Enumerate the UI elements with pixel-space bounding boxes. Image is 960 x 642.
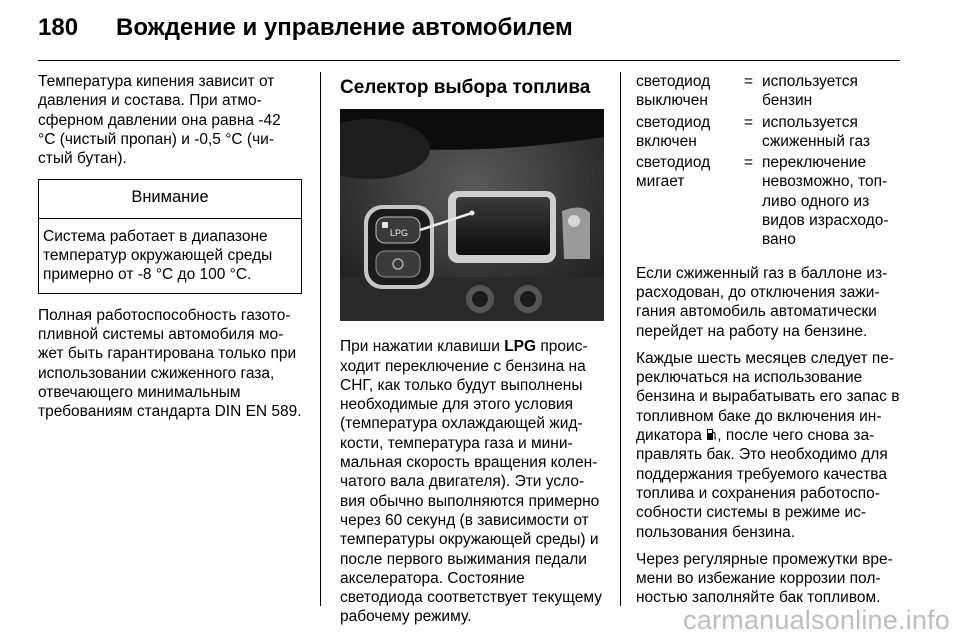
fuel-level-indicator-icon [706,428,717,441]
notice-body: Система работает в диапазоне температур окружающей среды примерно от -8 °C до 100 °C. [43,227,273,284]
section-title: Селектор выбора топлива [340,77,591,98]
lpg-standard-paragraph: Полная работоспособность газотопливной системы автомобиля может быть гарантирована только при использовании сжиженного газа, отвечающего минимальным требованиям стандарта DIN EN 589. [38,306,302,421]
led-status-row [636,113,900,154]
notice-box [38,179,302,293]
led-state-label: светодиод мигает [636,154,711,191]
led-state-meaning: переключение невозможно, топливо одного из видов израсходовано [762,154,889,249]
watermark: carmanualsonline.info [683,605,950,635]
petrol-switch-paragraph: Каждые шесть месяцев следует переключаться на использование бензина и вырабатывать его запас в топливном баке до включения индикатора , после чего снова заправлять бак. Это необходимо для поддержания требуемого качества топлива и сохранения работоспособности системы в режиме использования бензина. [636,349,900,541]
page-number: 180 [38,14,79,41]
equals-sign: = [744,113,754,131]
fuel-selector-figure [340,109,604,321]
led-state-label: светодиод включен [636,113,711,150]
led-status-row [636,72,900,113]
notice-title: Внимание [39,180,301,218]
column-right [636,72,900,616]
corrosion-paragraph: Через регулярные промежутки времени во избежание коррозии полностью заполняйте бак топливом. [636,550,893,607]
page-title: Вождение и управление автомобилем [116,14,573,41]
page-header [38,14,900,54]
lpg-key-label: LPG [504,338,537,356]
equals-sign: = [744,73,754,90]
header-divider [38,60,900,61]
equals-sign: = [744,154,754,172]
empty-gas-paragraph: Если сжиженный газ в баллоне израсходован, до отключения зажигания автомобиль автоматически перейдет на работу на бензине. [636,264,888,340]
led-status-row [636,153,900,251]
column-divider-2 [620,72,621,606]
boiling-point-paragraph: Температура кипения зависит от давления и состава. При атмосферном давлении она равна -42 °C (чистый пропан) и -0,5 °C (чистый бутан). [38,73,281,168]
lpg-switch-paragraph: При нажатии клавиши LPG происходит переключение с бензина на СНГ, как только будут выполнены необходимые для этого условия (температура охлаждающей жидкости, температура газа и минимальная скорость вращения коленчатого вала двигателя). Эти условия обычно выполняются примерно через 60 секунд (в зависимости от температуры окружающей среды) и после первого выжимания педали акселератора. Состояние светодиода соответствует текущему рабочему режиму. [340,338,602,626]
led-status-table [636,72,900,252]
lpg-button-label[interactable]: LPG [390,228,409,239]
dashboard-illustration [340,109,604,321]
led-state-label: светодиод выключен [636,73,711,110]
column-divider-1 [320,72,321,606]
led-state-meaning: используется сжиженный газ [762,113,871,150]
led-state-meaning: используется бензин [762,73,858,110]
column-middle [340,72,604,635]
column-left [38,72,302,429]
